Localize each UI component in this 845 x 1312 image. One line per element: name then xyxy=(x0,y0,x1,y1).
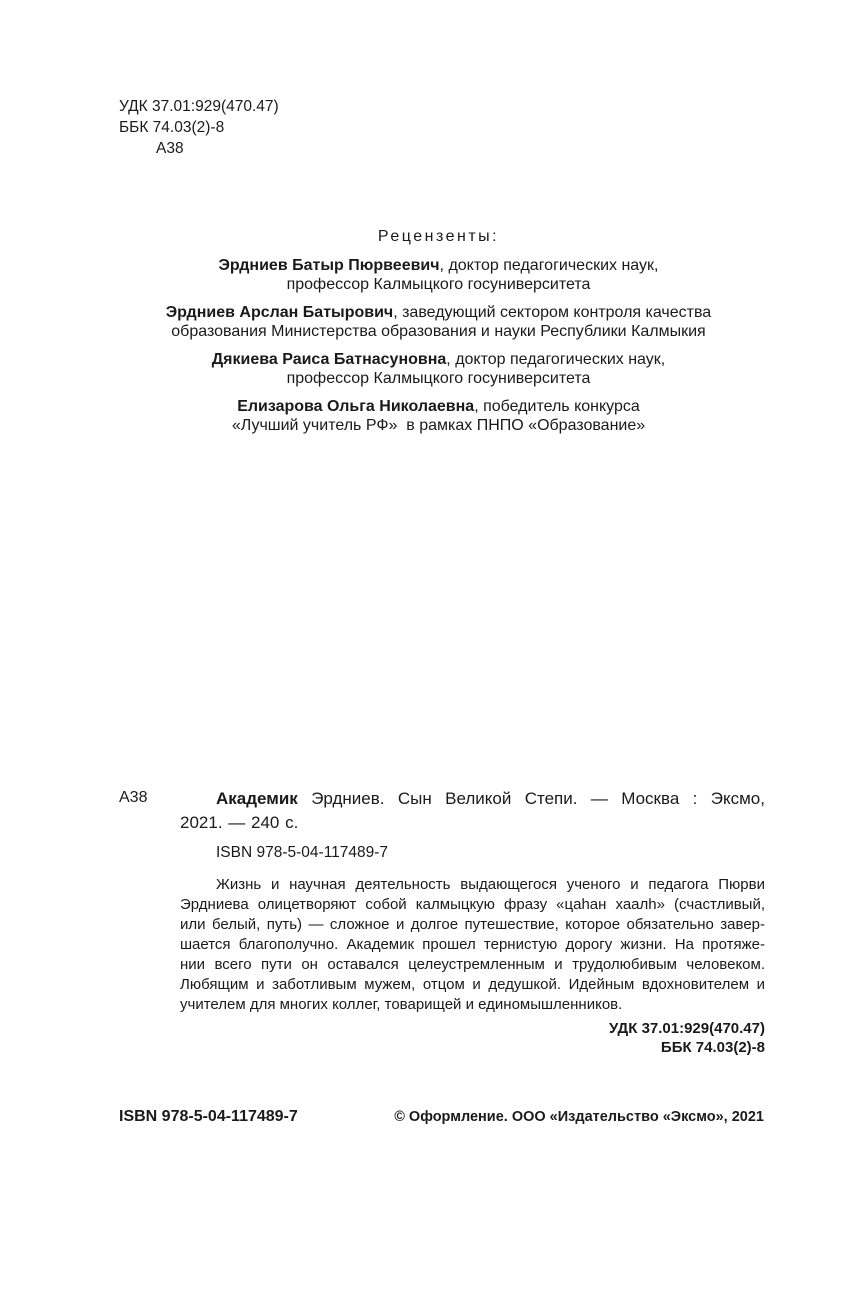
reviewer-name: Эрдниев Батыр Пюрвеевич xyxy=(218,256,440,274)
footer-copyright: © Оформление. ООО «Издательство «Эксмо», 2021 xyxy=(394,1109,764,1125)
annotation-line: нии всего пути он оставался целеустремленным и трудолюбивым человеком. xyxy=(180,956,765,973)
reviewer-role: , заведующий сектором контроля качества xyxy=(393,303,712,321)
annotation-line: шается благополучно. Академик прошел тернистую дорогу жизни. На протяже- xyxy=(180,936,765,953)
classification-block xyxy=(119,96,279,159)
annotation-line: Жизнь и научная деятельность выдающегося ученого и педагога Пюрви xyxy=(216,876,765,893)
annotation-line: Эрдниева олицетворяют собой калмыцкую фразу «цаһан хаалһ» (счастливый, xyxy=(180,896,765,913)
card-title-rest: Эрдниев. Сын Великой Степи. — Москва : Эксмо, xyxy=(311,789,765,808)
reviewer-role-line2: «Лучший учитель РФ» в рамках ПНПО «Образование» xyxy=(231,417,646,434)
reviewer-name: Дякиева Раиса Батнасуновна xyxy=(211,350,447,368)
card-title-line2: 2021. — 240 с. xyxy=(180,813,299,832)
reviewers-heading: Рецензенты: xyxy=(377,228,500,245)
annotation-line: или белый, путь) — сложное и долгое путешествие, которое обязательно завер- xyxy=(180,916,765,933)
card-title-line1 xyxy=(180,787,765,811)
reviewer-line1 xyxy=(115,397,762,417)
author-sign: А38 xyxy=(156,140,184,157)
catalog-card-section xyxy=(180,787,765,1057)
reviewer-role: , доктор педагогических наук, xyxy=(446,350,666,368)
reviewer-name: Эрдниев Арслан Батырович xyxy=(165,303,394,321)
reviewer-entry xyxy=(115,397,762,436)
reviewer-entry xyxy=(115,350,762,389)
reviewer-role: , доктор педагогических наук, xyxy=(439,256,659,274)
reviewers-section xyxy=(115,227,762,436)
reviewer-entry xyxy=(115,256,762,295)
card-isbn: ISBN 978-5-04-117489-7 xyxy=(216,844,389,861)
reviewer-line1 xyxy=(115,256,762,276)
footer xyxy=(119,1108,764,1126)
reviewer-line1 xyxy=(115,303,762,323)
annotation-line: учителем для многих коллег, товарищей и единомышленников. xyxy=(180,996,623,1013)
card-title xyxy=(180,787,765,835)
annotation-line: Любящим и заботливым мужем, отцом и дедушкой. Идейным вдохновителем и xyxy=(180,976,765,993)
card-codes xyxy=(180,1019,765,1057)
annotation xyxy=(180,875,765,1015)
reviewer-role-line2: образования Министерства образования и науки Республики Калмыкия xyxy=(171,323,706,340)
reviewer-role: , победитель конкурса xyxy=(474,397,640,415)
udk-code: УДК 37.01:929(470.47) xyxy=(119,98,279,115)
reviewer-role-line2: профессор Калмыцкого госуниверситета xyxy=(286,276,591,293)
bbk-code: ББК 74.03(2)-8 xyxy=(119,119,225,136)
card-bbk-code: ББК 74.03(2)-8 xyxy=(660,1039,765,1056)
card-title-lead: Академик xyxy=(216,789,298,808)
card-udk-code: УДК 37.01:929(470.47) xyxy=(608,1020,765,1037)
reviewer-role-line2: профессор Калмыцкого госуниверситета xyxy=(286,370,591,387)
footer-isbn: ISBN 978-5-04-117489-7 xyxy=(119,1108,298,1125)
card-author-sign: А38 xyxy=(119,789,148,806)
reviewer-entry xyxy=(115,303,762,342)
reviewer-name: Елизарова Ольга Николаевна xyxy=(237,397,475,415)
reviewer-line1 xyxy=(115,350,762,370)
